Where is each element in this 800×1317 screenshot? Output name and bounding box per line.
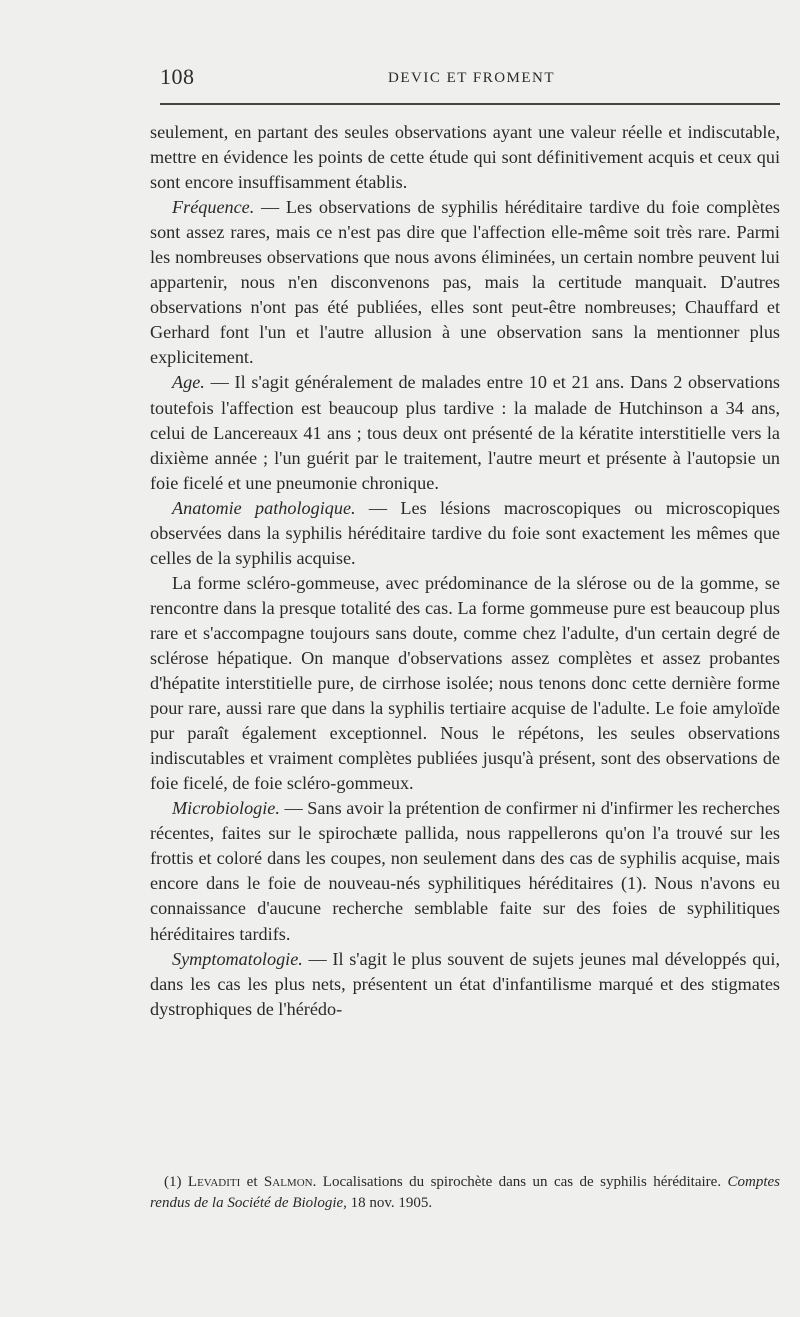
paragraph-text: — Les lésions macroscopiques ou microscopiques observées dans la syphilis héréditaire tardive du foie sont exactement les mêmes que celles de la syphilis acquise.	[150, 497, 780, 568]
footnote-connector: et	[240, 1174, 264, 1190]
footnote-title: . Localisations du spirochète dans un cas de syphilis héréditaire.	[312, 1174, 728, 1190]
section-label: Fréquence.	[172, 197, 255, 218]
paragraph-text: seulement, en partant des seules observations ayant une valeur réelle et indiscutable, mettre en évidence les points de cette étude qui sont définitivement acquis et ceux qui sont encore insuffisamment établis.	[150, 122, 780, 193]
paragraph-anatomie	[150, 496, 780, 571]
header-rule	[160, 103, 780, 105]
section-label: Microbiologie.	[172, 798, 280, 819]
paragraph-text: — Les observations de syphilis héréditaire tardive du foie complètes sont assez rares, mais ce n'est pas dire que l'affection elle-même soit très rare. Parmi les nombreuses observations que nous avons éliminées, un certain nombre peuvent lui appartenir, nous n'en disconvenons pas, mais la certitude manquait. D'autres observations n'ont pas été publiées, elles sont peut-être nombreuses; Chauffard et Gerhard font l'un et l'autre allusion à une observation sans la mentionner plus explicitement.	[150, 197, 780, 368]
paragraph-forme	[150, 571, 780, 796]
body-text	[150, 120, 780, 1022]
section-label: Anatomie pathologique.	[172, 497, 356, 518]
footnote-marker: (1)	[164, 1174, 188, 1190]
paragraph-text: — Il s'agit généralement de malades entre 10 et 21 ans. Dans 2 observations toutefois l'affection est beaucoup plus tardive : la malade de Hutchinson a 34 ans, celui de Lancereaux 41 ans ; tous deux ont présenté de la kératite interstitielle vers la dixième année ; l'un guérit par le traitement, l'autre meurt et présente à l'autopsie un foie ficelé et une pneumonie chronique.	[150, 372, 780, 493]
running-head: DEVIC ET FROMENT	[388, 70, 556, 86]
paragraph-symptomatologie	[150, 947, 780, 1022]
section-label: Age.	[172, 372, 205, 393]
page-header	[160, 60, 780, 100]
section-label: Symptomatologie.	[172, 948, 303, 969]
footnote-journal: Comptes rendus de la Société de Biologie	[150, 1174, 780, 1211]
footnote-author: Salmon	[263, 1174, 313, 1190]
footnote	[150, 1172, 780, 1214]
paragraph-text: La forme scléro-gommeuse, avec prédominance de la slérose ou de la gomme, se rencontre dans la presque totalité des cas. La forme gommeuse pure est beaucoup plus rare et s'accompagne toujours sans doute, comme chez l'adulte, d'un certain degré de sclérose hépatique. On manque d'observations assez complètes et assez probantes d'hépatite interstitielle pure, de cirrhose isolée; nous tenons donc cette dernière forme pour rare, aussi rare que dans la syphilis tertiaire acquise de l'adulte. Le foie amyloïde pur paraît également exceptionnel. Nous le répétons, les seules observations indiscutables et vraiment complètes publiées jusqu'à présent, sont des observations de foie ficelé, de foie scléro-gommeux.	[150, 572, 780, 794]
footnote-text	[150, 1172, 780, 1214]
paragraph-text: — Sans avoir la prétention de confirmer ni d'infirmer les recherches récentes, faites sur le spirochæte pallida, nous rappellerons qu'on l'a trouvé sur les frottis et coloré dans les coupes, non seulement dans des cas de syphilis acquise, mais encore dans le foie de nouveau-nés syphilitiques héréditaires (1). Nous n'avons eu connaissance d'aucune recherche semblable faite sur des foies de syphilitiques héréditaires tardifs.	[150, 798, 780, 944]
paragraph	[150, 120, 780, 195]
paragraph-age	[150, 370, 780, 495]
paragraph-microbiologie	[150, 796, 780, 946]
paragraph-frequence	[150, 195, 780, 370]
footnote-date: , 18 nov. 1905.	[343, 1195, 433, 1211]
paragraph-text: — Il s'agit le plus souvent de sujets jeunes mal développés qui, dans les cas les plus nets, présentent un état d'infantilisme marqué et des stigmates dystrophiques de l'hérédo-	[150, 948, 780, 1019]
page-number: 108	[160, 64, 195, 89]
footnote-author: Levaditi	[187, 1174, 241, 1190]
